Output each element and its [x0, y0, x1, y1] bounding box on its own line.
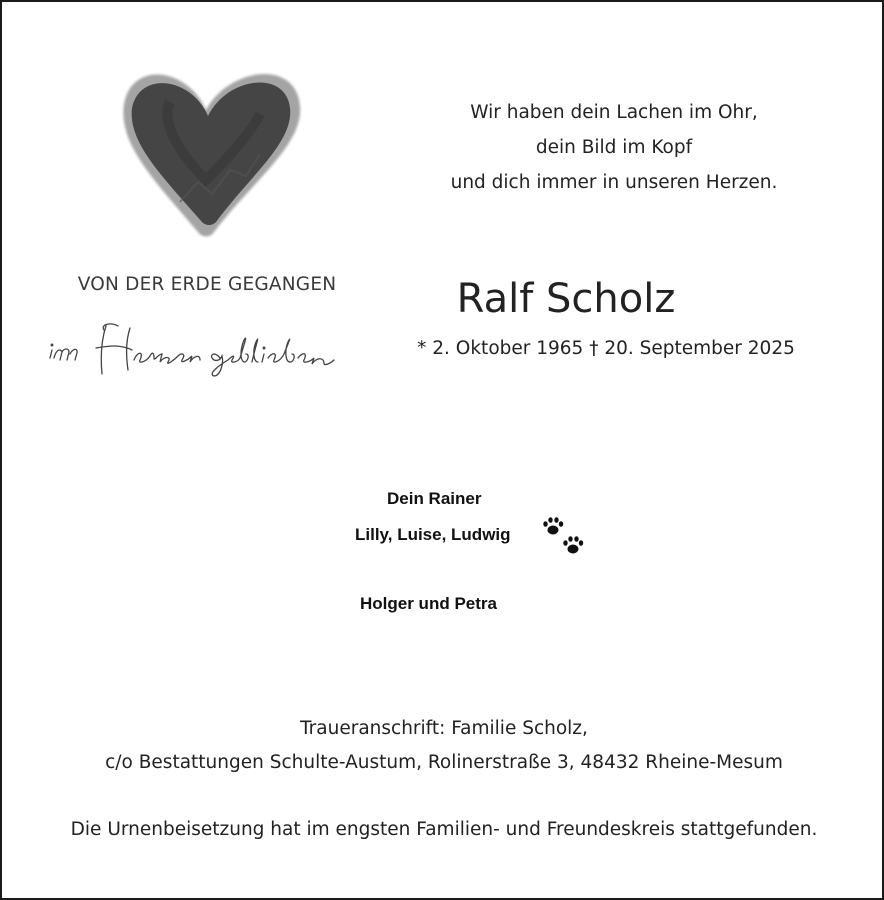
burial-note: Die Urnenbeisetzung hat im engsten Familien- und Freundeskreis stattgefunden. [70, 819, 818, 840]
quote-line: Wir haben dein Lachen im Ohr, [470, 102, 758, 123]
life-dates: * 2. Oktober 1965 † 20. September 2025 [417, 338, 795, 359]
quote-line: und dich immer in unseren Herzen. [450, 172, 778, 193]
paw-prints-icon [540, 515, 586, 559]
mourning-address [2, 712, 884, 780]
address-line: Traueranschrift: Familie Scholz, [300, 718, 588, 739]
watercolor-heart-icon [110, 62, 308, 238]
caps-caption: VON DER ERDE GEGANGEN [77, 274, 337, 295]
mourner-holger-petra: Holger und Petra [360, 594, 497, 613]
address-line: c/o Bestattungen Schulte-Austum, Rolinerstraße 3, 48432 Rheine-Mesum [105, 752, 783, 773]
script-caption [42, 320, 372, 380]
deceased-name: Ralf Scholz [456, 276, 676, 322]
mourner-rainer: Dein Rainer [387, 489, 482, 508]
mourner-pets: Lilly, Luise, Ludwig [355, 525, 511, 544]
memorial-quote [402, 95, 826, 200]
quote-line: dein Bild im Kopf [535, 137, 693, 158]
